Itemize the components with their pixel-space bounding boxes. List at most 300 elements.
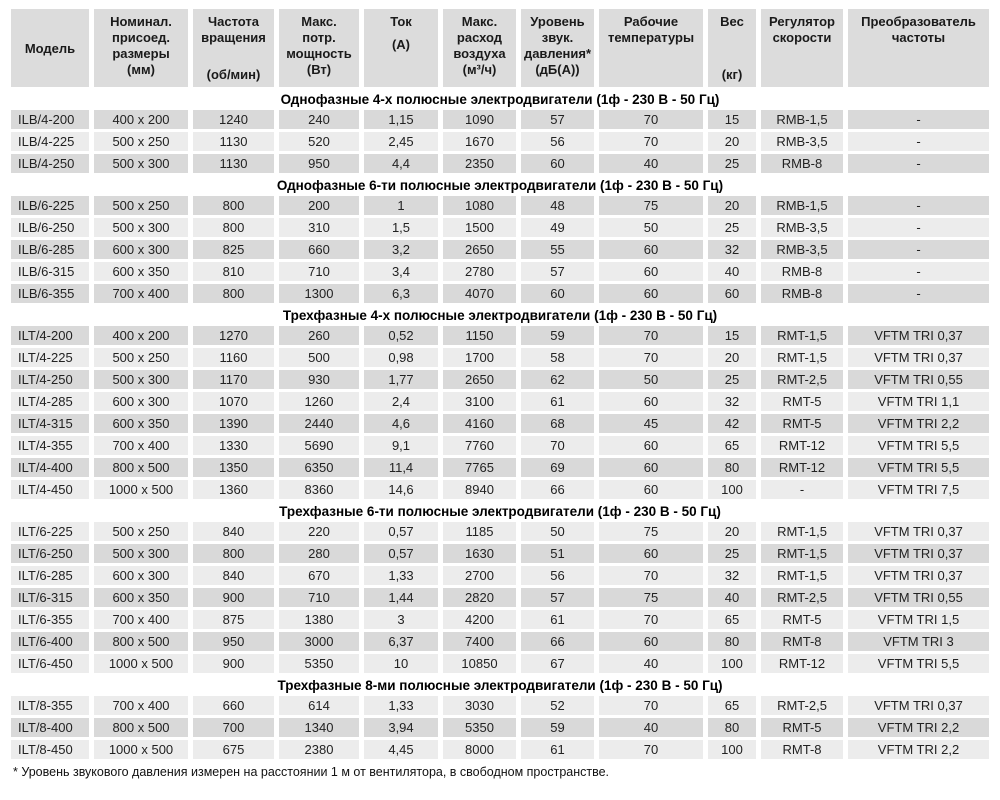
table-row bbox=[11, 610, 989, 629]
data-cell-temp: 60 bbox=[599, 240, 703, 259]
data-cell-power: 1300 bbox=[279, 284, 359, 303]
table-row bbox=[11, 326, 989, 345]
table-row bbox=[11, 654, 989, 673]
data-cell-temp: 70 bbox=[599, 110, 703, 129]
data-cell-temp: 70 bbox=[599, 740, 703, 759]
data-cell-converter: - bbox=[848, 262, 989, 281]
data-cell-temp: 70 bbox=[599, 566, 703, 585]
data-cell-temp: 75 bbox=[599, 522, 703, 541]
data-cell-airflow: 7400 bbox=[443, 632, 516, 651]
data-cell-regulator: RMT-1,5 bbox=[761, 566, 843, 585]
data-cell-regulator: RMT-12 bbox=[761, 458, 843, 477]
data-cell-converter: VFTM TRI 5,5 bbox=[848, 436, 989, 455]
data-cell-current: 11,4 bbox=[364, 458, 438, 477]
data-cell-rpm: 810 bbox=[193, 262, 274, 281]
data-cell-noise: 61 bbox=[521, 610, 594, 629]
data-cell-weight: 65 bbox=[708, 610, 756, 629]
data-cell-temp: 40 bbox=[599, 718, 703, 737]
section-title: Однофазные 4-х полюсные электродвигатели (1ф - 230 В - 50 Гц) bbox=[11, 90, 989, 107]
data-cell-weight: 80 bbox=[708, 718, 756, 737]
data-cell-dims: 1000 x 500 bbox=[94, 480, 188, 499]
col-header-dims bbox=[94, 9, 188, 87]
data-cell-regulator: RMB-3,5 bbox=[761, 240, 843, 259]
data-cell-converter: - bbox=[848, 218, 989, 237]
model-cell: ILT/8-355 bbox=[11, 696, 89, 715]
data-cell-weight: 25 bbox=[708, 370, 756, 389]
data-cell-dims: 500 x 300 bbox=[94, 154, 188, 173]
header-row bbox=[11, 9, 989, 87]
data-cell-power: 1340 bbox=[279, 718, 359, 737]
data-cell-current: 1,15 bbox=[364, 110, 438, 129]
table-row bbox=[11, 370, 989, 389]
data-cell-rpm: 950 bbox=[193, 632, 274, 651]
data-cell-current: 2,4 bbox=[364, 392, 438, 411]
data-cell-dims: 600 x 300 bbox=[94, 392, 188, 411]
data-cell-rpm: 1130 bbox=[193, 154, 274, 173]
col-header-power bbox=[279, 9, 359, 87]
section-title-row bbox=[11, 176, 989, 193]
data-cell-current: 4,6 bbox=[364, 414, 438, 433]
model-cell: ILT/6-285 bbox=[11, 566, 89, 585]
model-cell: ILB/6-315 bbox=[11, 262, 89, 281]
col-header-label: Регулятор скорости bbox=[769, 14, 835, 45]
data-cell-power: 2380 bbox=[279, 740, 359, 759]
data-cell-dims: 600 x 300 bbox=[94, 240, 188, 259]
data-cell-rpm: 800 bbox=[193, 544, 274, 563]
data-cell-converter: - bbox=[848, 196, 989, 215]
data-cell-current: 1,44 bbox=[364, 588, 438, 607]
model-cell: ILB/4-250 bbox=[11, 154, 89, 173]
col-header-noise bbox=[521, 9, 594, 87]
data-cell-power: 240 bbox=[279, 110, 359, 129]
data-cell-power: 1380 bbox=[279, 610, 359, 629]
data-cell-converter: VFTM TRI 0,37 bbox=[848, 326, 989, 345]
data-cell-rpm: 1330 bbox=[193, 436, 274, 455]
col-header-label: Макс. расход воздуха (м³/ч) bbox=[453, 14, 506, 77]
data-cell-current: 14,6 bbox=[364, 480, 438, 499]
col-header-regulator bbox=[761, 9, 843, 87]
footnote: * Уровень звукового давления измерен на расстоянии 1 м от вентилятора, в свободном пространстве. bbox=[13, 765, 610, 779]
model-cell: ILT/8-400 bbox=[11, 718, 89, 737]
data-cell-noise: 59 bbox=[521, 718, 594, 737]
data-cell-weight: 60 bbox=[708, 284, 756, 303]
col-header-unit: (А) bbox=[391, 36, 411, 52]
data-cell-rpm: 1360 bbox=[193, 480, 274, 499]
data-cell-weight: 40 bbox=[708, 262, 756, 281]
table-row bbox=[11, 154, 989, 173]
data-cell-regulator: RMT-5 bbox=[761, 392, 843, 411]
data-cell-converter: VFTM TRI 3 bbox=[848, 632, 989, 651]
data-cell-current: 3 bbox=[364, 610, 438, 629]
data-cell-current: 0,52 bbox=[364, 326, 438, 345]
data-cell-power: 6350 bbox=[279, 458, 359, 477]
data-cell-airflow: 2650 bbox=[443, 240, 516, 259]
data-cell-noise: 57 bbox=[521, 262, 594, 281]
table-row bbox=[11, 218, 989, 237]
data-cell-current: 4,45 bbox=[364, 740, 438, 759]
col-header-label: Макс. потр. мощность (Вт) bbox=[286, 14, 352, 77]
data-cell-rpm: 1270 bbox=[193, 326, 274, 345]
data-cell-dims: 800 x 500 bbox=[94, 632, 188, 651]
data-cell-weight: 15 bbox=[708, 110, 756, 129]
data-cell-dims: 600 x 350 bbox=[94, 262, 188, 281]
data-cell-current: 2,45 bbox=[364, 132, 438, 151]
data-cell-temp: 40 bbox=[599, 154, 703, 173]
data-cell-airflow: 4200 bbox=[443, 610, 516, 629]
data-cell-rpm: 900 bbox=[193, 654, 274, 673]
model-cell: ILB/6-355 bbox=[11, 284, 89, 303]
data-cell-rpm: 1350 bbox=[193, 458, 274, 477]
data-cell-converter: VFTM TRI 0,37 bbox=[848, 522, 989, 541]
data-cell-power: 260 bbox=[279, 326, 359, 345]
model-cell: ILT/4-250 bbox=[11, 370, 89, 389]
data-cell-weight: 20 bbox=[708, 348, 756, 367]
data-cell-power: 280 bbox=[279, 544, 359, 563]
data-cell-noise: 50 bbox=[521, 522, 594, 541]
data-cell-noise: 58 bbox=[521, 348, 594, 367]
data-cell-converter: VFTM TRI 0,55 bbox=[848, 370, 989, 389]
data-cell-power: 5690 bbox=[279, 436, 359, 455]
data-cell-noise: 69 bbox=[521, 458, 594, 477]
model-cell: ILB/4-200 bbox=[11, 110, 89, 129]
data-cell-rpm: 900 bbox=[193, 588, 274, 607]
data-cell-rpm: 1160 bbox=[193, 348, 274, 367]
data-cell-noise: 61 bbox=[521, 392, 594, 411]
data-cell-dims: 700 x 400 bbox=[94, 436, 188, 455]
data-cell-airflow: 8000 bbox=[443, 740, 516, 759]
data-cell-converter: - bbox=[848, 240, 989, 259]
data-cell-power: 710 bbox=[279, 262, 359, 281]
col-header-rpm bbox=[193, 9, 274, 87]
data-cell-temp: 70 bbox=[599, 326, 703, 345]
data-cell-noise: 57 bbox=[521, 588, 594, 607]
model-cell: ILT/4-285 bbox=[11, 392, 89, 411]
data-cell-noise: 59 bbox=[521, 326, 594, 345]
table-row bbox=[11, 632, 989, 651]
data-cell-converter: VFTM TRI 5,5 bbox=[848, 654, 989, 673]
data-cell-dims: 500 x 250 bbox=[94, 132, 188, 151]
table-row bbox=[11, 588, 989, 607]
data-cell-weight: 42 bbox=[708, 414, 756, 433]
data-cell-rpm: 1070 bbox=[193, 392, 274, 411]
data-cell-noise: 48 bbox=[521, 196, 594, 215]
table-row bbox=[11, 262, 989, 281]
data-cell-airflow: 4160 bbox=[443, 414, 516, 433]
data-cell-noise: 52 bbox=[521, 696, 594, 715]
data-cell-rpm: 800 bbox=[193, 284, 274, 303]
data-cell-airflow: 1630 bbox=[443, 544, 516, 563]
data-cell-noise: 56 bbox=[521, 566, 594, 585]
data-cell-noise: 68 bbox=[521, 414, 594, 433]
data-cell-dims: 1000 x 500 bbox=[94, 654, 188, 673]
data-cell-current: 4,4 bbox=[364, 154, 438, 173]
data-cell-noise: 67 bbox=[521, 654, 594, 673]
data-cell-airflow: 7765 bbox=[443, 458, 516, 477]
data-cell-regulator: RMT-12 bbox=[761, 654, 843, 673]
data-cell-power: 2440 bbox=[279, 414, 359, 433]
data-cell-dims: 600 x 350 bbox=[94, 414, 188, 433]
data-cell-current: 1,33 bbox=[364, 566, 438, 585]
data-cell-current: 0,98 bbox=[364, 348, 438, 367]
model-cell: ILB/4-225 bbox=[11, 132, 89, 151]
col-header-label: Преобразователь частоты bbox=[861, 14, 976, 45]
data-cell-dims: 1000 x 500 bbox=[94, 740, 188, 759]
model-cell: ILT/8-450 bbox=[11, 740, 89, 759]
section-title: Трехфазные 6-ти полюсные электродвигатели (1ф - 230 В - 50 Гц) bbox=[11, 502, 989, 519]
col-header-model bbox=[11, 9, 89, 87]
data-cell-regulator: RMT-12 bbox=[761, 436, 843, 455]
table-row bbox=[11, 436, 989, 455]
data-cell-airflow: 1700 bbox=[443, 348, 516, 367]
data-cell-power: 220 bbox=[279, 522, 359, 541]
data-cell-dims: 400 x 200 bbox=[94, 326, 188, 345]
data-cell-rpm: 1130 bbox=[193, 132, 274, 151]
data-cell-airflow: 2780 bbox=[443, 262, 516, 281]
data-cell-regulator: RMT-5 bbox=[761, 718, 843, 737]
table-row bbox=[11, 110, 989, 129]
data-cell-dims: 500 x 300 bbox=[94, 370, 188, 389]
data-cell-weight: 25 bbox=[708, 218, 756, 237]
data-cell-dims: 800 x 500 bbox=[94, 718, 188, 737]
data-cell-converter: - bbox=[848, 132, 989, 151]
data-cell-regulator: RMT-1,5 bbox=[761, 348, 843, 367]
model-cell: ILB/6-225 bbox=[11, 196, 89, 215]
data-cell-regulator: RMT-5 bbox=[761, 610, 843, 629]
table-row bbox=[11, 522, 989, 541]
data-cell-regulator: RMB-3,5 bbox=[761, 218, 843, 237]
data-cell-dims: 700 x 400 bbox=[94, 610, 188, 629]
data-cell-power: 950 bbox=[279, 154, 359, 173]
section-title-row bbox=[11, 502, 989, 519]
model-cell: ILT/6-225 bbox=[11, 522, 89, 541]
table-row bbox=[11, 132, 989, 151]
data-cell-rpm: 825 bbox=[193, 240, 274, 259]
data-cell-airflow: 1150 bbox=[443, 326, 516, 345]
data-cell-airflow: 2350 bbox=[443, 154, 516, 173]
model-cell: ILT/4-400 bbox=[11, 458, 89, 477]
data-cell-converter: VFTM TRI 2,2 bbox=[848, 740, 989, 759]
data-cell-regulator: RMT-2,5 bbox=[761, 370, 843, 389]
data-cell-weight: 32 bbox=[708, 566, 756, 585]
data-cell-noise: 66 bbox=[521, 632, 594, 651]
col-header-temp bbox=[599, 9, 703, 87]
data-cell-airflow: 1090 bbox=[443, 110, 516, 129]
data-cell-regulator: RMB-8 bbox=[761, 154, 843, 173]
data-cell-rpm: 1240 bbox=[193, 110, 274, 129]
data-cell-rpm: 800 bbox=[193, 196, 274, 215]
table-row bbox=[11, 458, 989, 477]
section-title: Однофазные 6-ти полюсные электродвигатели (1ф - 230 В - 50 Гц) bbox=[11, 176, 989, 193]
table-row bbox=[11, 240, 989, 259]
data-cell-temp: 50 bbox=[599, 370, 703, 389]
data-cell-regulator: RMB-8 bbox=[761, 284, 843, 303]
data-cell-converter: - bbox=[848, 110, 989, 129]
data-cell-converter: - bbox=[848, 284, 989, 303]
table-row bbox=[11, 284, 989, 303]
col-header-label: Рабочие температуры bbox=[607, 14, 695, 45]
table-row bbox=[11, 196, 989, 215]
data-cell-converter: VFTM TRI 1,1 bbox=[848, 392, 989, 411]
data-cell-temp: 60 bbox=[599, 436, 703, 455]
table-row bbox=[11, 392, 989, 411]
model-cell: ILT/4-225 bbox=[11, 348, 89, 367]
data-cell-converter: VFTM TRI 2,2 bbox=[848, 414, 989, 433]
col-header-label: Частота вращения bbox=[201, 14, 266, 45]
data-cell-rpm: 660 bbox=[193, 696, 274, 715]
data-cell-airflow: 1185 bbox=[443, 522, 516, 541]
model-cell: ILT/6-400 bbox=[11, 632, 89, 651]
data-cell-weight: 20 bbox=[708, 522, 756, 541]
data-cell-converter: VFTM TRI 0,37 bbox=[848, 544, 989, 563]
data-cell-weight: 32 bbox=[708, 240, 756, 259]
data-cell-noise: 70 bbox=[521, 436, 594, 455]
data-cell-rpm: 840 bbox=[193, 522, 274, 541]
data-cell-temp: 40 bbox=[599, 654, 703, 673]
model-cell: ILB/6-250 bbox=[11, 218, 89, 237]
data-cell-weight: 80 bbox=[708, 458, 756, 477]
data-cell-airflow: 10850 bbox=[443, 654, 516, 673]
data-cell-current: 3,94 bbox=[364, 718, 438, 737]
data-cell-current: 3,4 bbox=[364, 262, 438, 281]
model-cell: ILT/6-450 bbox=[11, 654, 89, 673]
data-cell-converter: VFTM TRI 0,37 bbox=[848, 348, 989, 367]
data-cell-noise: 62 bbox=[521, 370, 594, 389]
section-title-row bbox=[11, 90, 989, 107]
data-cell-temp: 60 bbox=[599, 480, 703, 499]
model-cell: ILT/6-250 bbox=[11, 544, 89, 563]
data-cell-temp: 60 bbox=[599, 544, 703, 563]
data-cell-temp: 60 bbox=[599, 632, 703, 651]
data-cell-airflow: 7760 bbox=[443, 436, 516, 455]
data-cell-airflow: 2820 bbox=[443, 588, 516, 607]
data-cell-converter: VFTM TRI 0,37 bbox=[848, 566, 989, 585]
section-title: Трехфазные 8-ми полюсные электродвигатели (1ф - 230 В - 50 Гц) bbox=[11, 676, 989, 693]
data-cell-rpm: 840 bbox=[193, 566, 274, 585]
data-cell-temp: 45 bbox=[599, 414, 703, 433]
data-cell-weight: 100 bbox=[708, 654, 756, 673]
data-cell-weight: 25 bbox=[708, 544, 756, 563]
data-cell-airflow: 1670 bbox=[443, 132, 516, 151]
data-cell-converter: VFTM TRI 0,55 bbox=[848, 588, 989, 607]
data-cell-airflow: 4070 bbox=[443, 284, 516, 303]
model-cell: ILT/4-450 bbox=[11, 480, 89, 499]
data-cell-airflow: 1500 bbox=[443, 218, 516, 237]
data-cell-temp: 70 bbox=[599, 132, 703, 151]
data-cell-regulator: RMB-3,5 bbox=[761, 132, 843, 151]
section-title: Трехфазные 4-х полюсные электродвигатели (1ф - 230 В - 50 Гц) bbox=[11, 306, 989, 323]
data-cell-rpm: 1170 bbox=[193, 370, 274, 389]
data-cell-power: 1260 bbox=[279, 392, 359, 411]
data-cell-power: 200 bbox=[279, 196, 359, 215]
col-header-converter bbox=[848, 9, 989, 87]
table-row bbox=[11, 696, 989, 715]
data-cell-weight: 32 bbox=[708, 392, 756, 411]
data-cell-dims: 800 x 500 bbox=[94, 458, 188, 477]
data-cell-dims: 600 x 300 bbox=[94, 566, 188, 585]
data-cell-dims: 500 x 300 bbox=[94, 218, 188, 237]
data-cell-weight: 65 bbox=[708, 436, 756, 455]
table-row bbox=[11, 480, 989, 499]
data-cell-temp: 60 bbox=[599, 262, 703, 281]
data-cell-noise: 51 bbox=[521, 544, 594, 563]
data-cell-power: 520 bbox=[279, 132, 359, 151]
data-cell-weight: 100 bbox=[708, 740, 756, 759]
data-cell-weight: 100 bbox=[708, 480, 756, 499]
col-header-label: Ток bbox=[390, 14, 412, 29]
data-cell-power: 930 bbox=[279, 370, 359, 389]
data-cell-airflow: 5350 bbox=[443, 718, 516, 737]
data-cell-regulator: RMT-2,5 bbox=[761, 696, 843, 715]
data-cell-noise: 49 bbox=[521, 218, 594, 237]
model-cell: ILT/6-315 bbox=[11, 588, 89, 607]
data-cell-power: 670 bbox=[279, 566, 359, 585]
data-cell-noise: 60 bbox=[521, 284, 594, 303]
data-cell-regulator: RMT-5 bbox=[761, 414, 843, 433]
spec-table bbox=[6, 6, 994, 762]
data-cell-current: 1,77 bbox=[364, 370, 438, 389]
data-cell-converter: VFTM TRI 1,5 bbox=[848, 610, 989, 629]
model-cell: ILT/4-355 bbox=[11, 436, 89, 455]
col-header-weight bbox=[708, 9, 756, 87]
data-cell-current: 1,5 bbox=[364, 218, 438, 237]
data-cell-airflow: 3100 bbox=[443, 392, 516, 411]
data-cell-current: 1 bbox=[364, 196, 438, 215]
data-cell-regulator: RMT-1,5 bbox=[761, 544, 843, 563]
col-header-label: Уровень звук. давления* (дБ(А)) bbox=[523, 14, 592, 77]
data-cell-weight: 20 bbox=[708, 196, 756, 215]
data-cell-dims: 700 x 400 bbox=[94, 284, 188, 303]
data-cell-power: 614 bbox=[279, 696, 359, 715]
table-row bbox=[11, 566, 989, 585]
model-cell: ILT/6-355 bbox=[11, 610, 89, 629]
data-cell-converter: VFTM TRI 5,5 bbox=[848, 458, 989, 477]
data-cell-temp: 75 bbox=[599, 588, 703, 607]
data-cell-dims: 500 x 250 bbox=[94, 196, 188, 215]
data-cell-current: 6,3 bbox=[364, 284, 438, 303]
table-body bbox=[11, 90, 989, 759]
data-cell-regulator: RMT-8 bbox=[761, 740, 843, 759]
data-cell-regulator: RMT-1,5 bbox=[761, 326, 843, 345]
model-cell: ILT/4-200 bbox=[11, 326, 89, 345]
data-cell-power: 500 bbox=[279, 348, 359, 367]
data-cell-temp: 50 bbox=[599, 218, 703, 237]
data-cell-current: 1,33 bbox=[364, 696, 438, 715]
data-cell-current: 10 bbox=[364, 654, 438, 673]
data-cell-noise: 66 bbox=[521, 480, 594, 499]
data-cell-airflow: 8940 bbox=[443, 480, 516, 499]
col-header-label: Модель bbox=[24, 40, 76, 56]
data-cell-current: 3,2 bbox=[364, 240, 438, 259]
data-cell-converter: VFTM TRI 7,5 bbox=[848, 480, 989, 499]
section-title-row bbox=[11, 676, 989, 693]
data-cell-regulator: RMT-8 bbox=[761, 632, 843, 651]
col-header-unit: (кг) bbox=[721, 67, 743, 83]
data-cell-converter: VFTM TRI 0,37 bbox=[848, 696, 989, 715]
data-cell-temp: 70 bbox=[599, 696, 703, 715]
table-row bbox=[11, 348, 989, 367]
data-cell-airflow: 1080 bbox=[443, 196, 516, 215]
data-cell-weight: 20 bbox=[708, 132, 756, 151]
col-header-current bbox=[364, 9, 438, 87]
data-cell-regulator: RMT-1,5 bbox=[761, 522, 843, 541]
data-cell-noise: 56 bbox=[521, 132, 594, 151]
data-cell-dims: 700 x 400 bbox=[94, 696, 188, 715]
data-cell-regulator: RMB-1,5 bbox=[761, 110, 843, 129]
data-cell-rpm: 800 bbox=[193, 218, 274, 237]
data-cell-noise: 55 bbox=[521, 240, 594, 259]
data-cell-power: 310 bbox=[279, 218, 359, 237]
data-cell-temp: 60 bbox=[599, 458, 703, 477]
